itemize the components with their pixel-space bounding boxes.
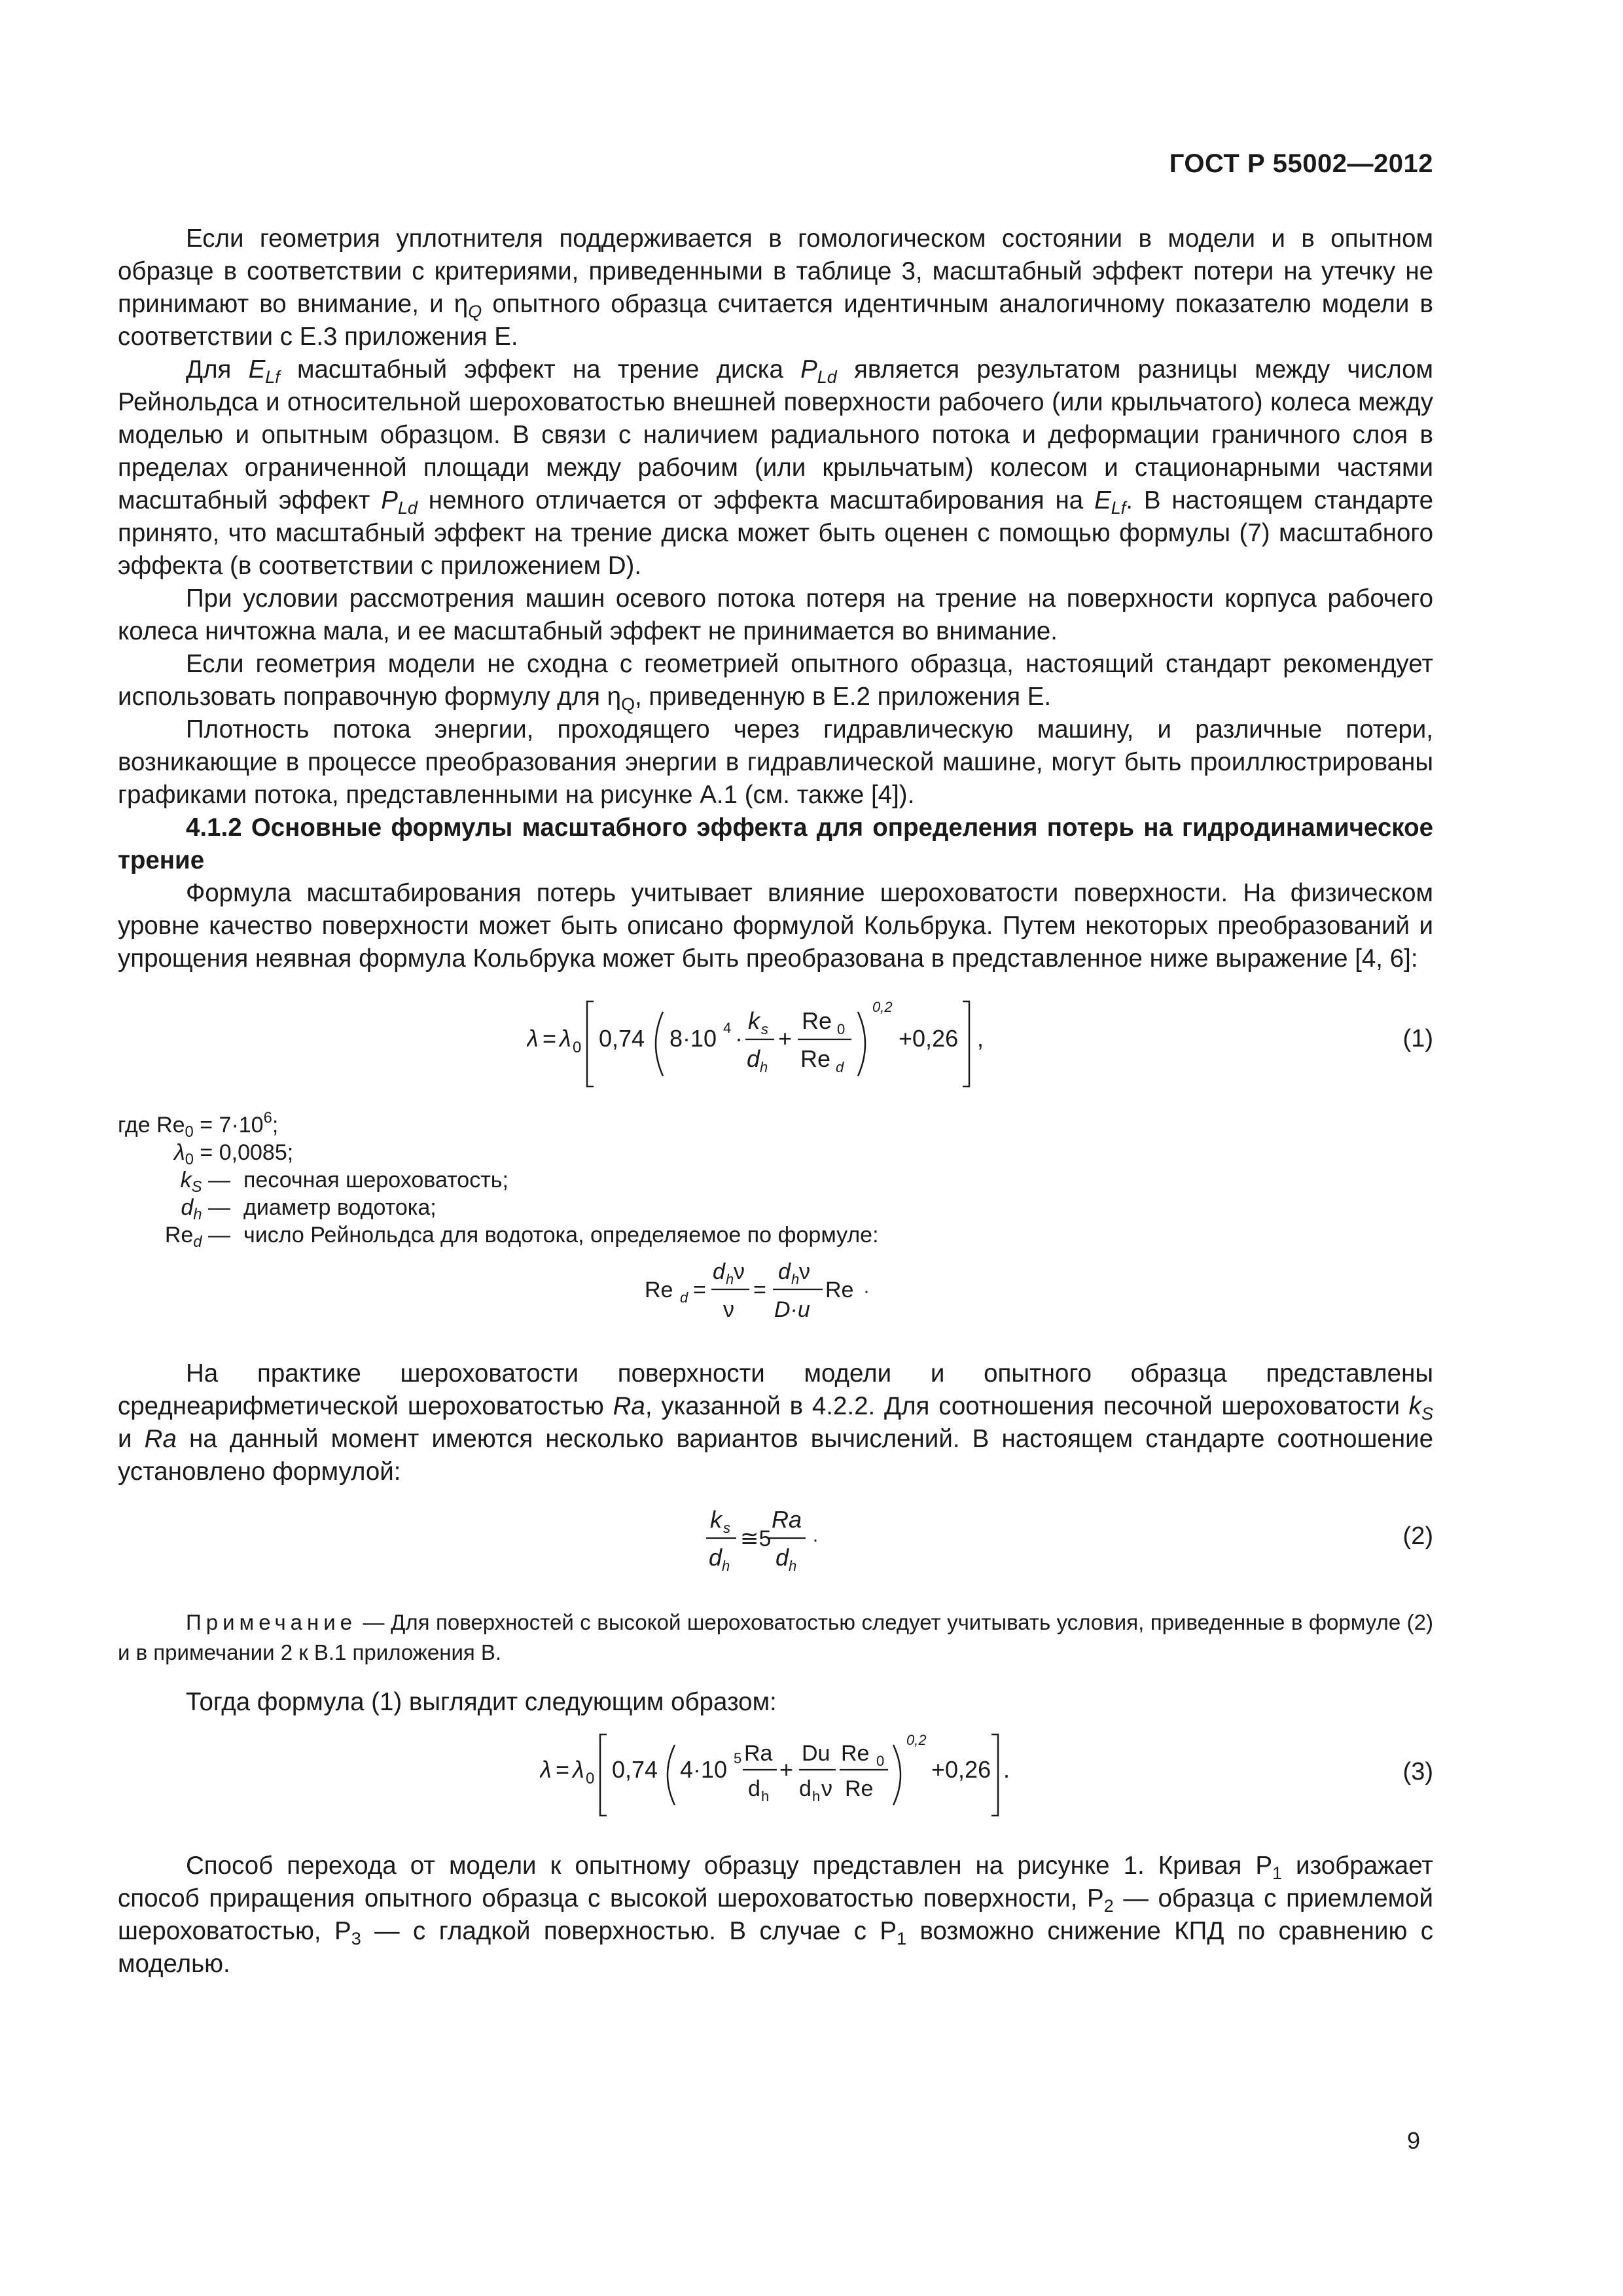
svg-text:ν: ν bbox=[734, 1259, 745, 1284]
svg-text:Re: Re bbox=[645, 1278, 673, 1302]
definition-ks: $k_S$ — песочная шероховатость; bbox=[180, 1168, 508, 1196]
svg-text:h: h bbox=[726, 1271, 734, 1287]
paragraph: Если геометрия уплотнителя поддерживается в гомологическом состоянии в модели и в опытном образце в соответствии с критериями, приведенными в таблице 3, масштабный эффект потери на утечку не принимают во внимание, и $\eta_Q$ опытного образца считается идентичным аналогичному показателю модели в соответствии с Е.3 приложения Е. bbox=[118, 224, 1433, 351]
svg-text:Re: Re bbox=[802, 1007, 832, 1034]
svg-text:d: d bbox=[836, 1059, 844, 1075]
definition-red: $Re_d$ — число Рейнольдса для водотока, определяемое по формуле: bbox=[164, 1223, 879, 1251]
page-number: 9 bbox=[1407, 2127, 1421, 2154]
document-body bbox=[118, 223, 1433, 1981]
paragraph: На практике шероховатости поверхности модели и опытного образца представлены среднеарифметической шероховатостью Ra, указанной в 4.2.2. Для соотношения песочной шероховатости $k_S$ и Ra на данный момент имеются несколько вариантов вычислений. В настоящем стандарте соотношение установлено формулой: bbox=[118, 1359, 1434, 1486]
svg-text:8·10: 8·10 bbox=[669, 1025, 717, 1052]
definitions-list bbox=[118, 1111, 1433, 1249]
equation-number: (1) bbox=[1402, 1025, 1433, 1052]
svg-text:Re: Re bbox=[800, 1045, 831, 1072]
svg-text:s: s bbox=[761, 1021, 768, 1037]
svg-text:Ra: Ra bbox=[744, 1741, 773, 1766]
definition-lambda0: $\lambda_0 = 0,0085$; bbox=[174, 1140, 294, 1169]
svg-text:Re: Re bbox=[825, 1278, 854, 1302]
svg-text:0,74: 0,74 bbox=[599, 1025, 645, 1052]
paragraph: Формула масштабирования потерь учитывает влияние шероховатости поверхности. На физическом уровне качество поверхности может быть описано формулой Кольбрука. Путем некоторых преобразований и упрощения неявная формула Кольбрука может быть преобразована в представленное ниже выражение [4, 6]: bbox=[118, 879, 1433, 973]
svg-text:d: d bbox=[680, 1289, 688, 1306]
formula-1 bbox=[118, 983, 1433, 1100]
svg-text:k: k bbox=[710, 1506, 722, 1533]
svg-text:,: , bbox=[977, 1025, 984, 1052]
svg-text:0: 0 bbox=[573, 1039, 582, 1056]
svg-text:0: 0 bbox=[876, 1753, 885, 1769]
svg-text:0,74: 0,74 bbox=[612, 1756, 658, 1783]
svg-text:0,2: 0,2 bbox=[906, 1732, 927, 1748]
svg-text:h: h bbox=[789, 1558, 797, 1574]
svg-text:d: d bbox=[776, 1544, 789, 1571]
svg-text:ν: ν bbox=[821, 1776, 832, 1801]
note-label: Примечание bbox=[186, 1610, 357, 1634]
equation-number: (3) bbox=[1402, 1758, 1433, 1785]
svg-text:=: = bbox=[543, 1025, 557, 1052]
document-id-header: ГОСТ Р 55002—2012 bbox=[1169, 149, 1433, 178]
svg-text:k: k bbox=[748, 1007, 760, 1034]
svg-text:=: = bbox=[693, 1278, 706, 1302]
svg-text:d: d bbox=[713, 1259, 725, 1284]
svg-text:=: = bbox=[556, 1756, 570, 1783]
svg-text:λ: λ bbox=[560, 1025, 571, 1052]
svg-text:0: 0 bbox=[837, 1021, 846, 1037]
equation-number: (2) bbox=[1402, 1522, 1433, 1550]
paragraph: Для $E_{Lf}$ масштабный эффект на трение диска $P_{Ld}$ является результатом разницы между числом Рейнольдса и относительной шероховатостью внешней поверхности рабочего (или крыльчатого) колеса между моделью и опытным образцом. В связи с наличием радиального потока и деформации граничного слоя в пределах ограниченной площади между рабочим (или крыльчатым) колесом и стационарными частями масштабный эффект $P_{Ld}$ немного отличается от эффекта масштабирования на $E_{Lf}$. В настоящем стандарте принято, что масштабный эффект на трение диска может быть оценен с помощью формулы (7) масштабного эффекта (в соответствии с приложением D). bbox=[118, 355, 1433, 580]
definition-re0: где $Re_0 = 7\cdot 10^6$; bbox=[118, 1109, 279, 1141]
svg-text:Ra: Ra bbox=[772, 1506, 802, 1533]
svg-text:h: h bbox=[760, 1059, 768, 1075]
svg-text:Du: Du bbox=[802, 1741, 830, 1766]
svg-text:ν: ν bbox=[799, 1259, 810, 1284]
note: Примечание — Для поверхностей с высокой шероховатостью следует учитывать условия, приведенные в формуле (2) и в примечании 2 к В.1 приложения В. bbox=[118, 1610, 1433, 1664]
svg-text:4·10: 4·10 bbox=[680, 1756, 728, 1783]
svg-text:λ: λ bbox=[573, 1756, 584, 1783]
svg-text:+0,26: +0,26 bbox=[931, 1756, 991, 1783]
svg-text:h: h bbox=[791, 1271, 800, 1287]
subscript: Q bbox=[468, 302, 482, 322]
svg-text:0: 0 bbox=[586, 1770, 595, 1787]
svg-text:+: + bbox=[779, 1756, 794, 1783]
formula-2 bbox=[118, 1498, 1433, 1579]
svg-text:·: · bbox=[863, 1280, 870, 1302]
svg-text:=: = bbox=[753, 1278, 766, 1302]
svg-text:d: d bbox=[778, 1259, 791, 1284]
svg-text:4: 4 bbox=[723, 1020, 732, 1036]
svg-text:h: h bbox=[722, 1558, 730, 1574]
formula-2-graphic bbox=[704, 1498, 847, 1579]
formula-red-graphic bbox=[645, 1253, 906, 1331]
svg-text:d: d bbox=[747, 1045, 760, 1072]
svg-text:d: d bbox=[748, 1776, 760, 1801]
definition-dh: $d_h$ — диаметр водотока; bbox=[181, 1195, 437, 1224]
svg-text:+: + bbox=[778, 1025, 793, 1052]
svg-text:D·u: D·u bbox=[774, 1297, 810, 1322]
formula-red bbox=[118, 1253, 1433, 1331]
svg-text:5: 5 bbox=[734, 1750, 742, 1767]
svg-text:d: d bbox=[799, 1776, 812, 1801]
svg-text:h: h bbox=[812, 1788, 821, 1804]
svg-text:λ: λ bbox=[527, 1025, 539, 1052]
svg-text:·: · bbox=[812, 1529, 819, 1551]
svg-text:d: d bbox=[709, 1544, 722, 1571]
section-heading: 4.1.2 Основные формулы масштабного эффекта для определения потерь на гидродинамическое трение bbox=[118, 814, 1433, 874]
svg-text:h: h bbox=[761, 1788, 770, 1804]
paragraph: Способ перехода от модели к опытному образцу представлен на рисунке 1. Кривая $P_1$ изображает способ приращения опытного образца с высокой шероховатостью поверхности, $P_2$ — образца с приемлемой шероховатостью, $P_3$ — с гладкой поверхностью. В случае с $P_1$ возможно снижение КПД по сравнению с моделью. bbox=[118, 1852, 1433, 1978]
svg-text:·: · bbox=[735, 1025, 743, 1052]
svg-text:λ: λ bbox=[540, 1756, 552, 1783]
svg-text:ν: ν bbox=[723, 1297, 734, 1322]
paragraph: Если геометрия модели не сходна с геометрией опытного образца, настоящий стандарт рекомендует использовать поправочную формулу для $\eta_Q$, приведенную в Е.2 приложения Е. bbox=[118, 650, 1433, 715]
svg-text:Re: Re bbox=[841, 1741, 870, 1766]
svg-text:≅5: ≅5 bbox=[740, 1526, 772, 1551]
svg-text:Re: Re bbox=[845, 1776, 874, 1801]
paragraph: Плотность потока энергии, проходящего через гидравлическую машину, и различные потери, возникающие в процессе преобразования энергии в гидравлической машине, могут быть проиллюстрированы графиками потока, представленными на рисунке А.1 (см. также [4]). bbox=[118, 715, 1433, 809]
svg-text:.: . bbox=[1003, 1756, 1010, 1783]
paragraph: Тогда формула (1) выглядит следующим образом: bbox=[186, 1688, 777, 1716]
formula-1-graphic bbox=[527, 983, 1024, 1100]
svg-text:+0,26: +0,26 bbox=[899, 1025, 959, 1052]
svg-text:0,2: 0,2 bbox=[872, 999, 893, 1015]
paragraph: При условии рассмотрения машин осевого потока потеря на трение на поверхности корпуса рабочего колеса ничтожна мала, и ее масштабный эффект не принимается во внимание. bbox=[118, 584, 1433, 645]
formula-3-graphic bbox=[540, 1723, 1011, 1821]
formula-3 bbox=[118, 1723, 1433, 1821]
svg-text:s: s bbox=[723, 1520, 730, 1536]
